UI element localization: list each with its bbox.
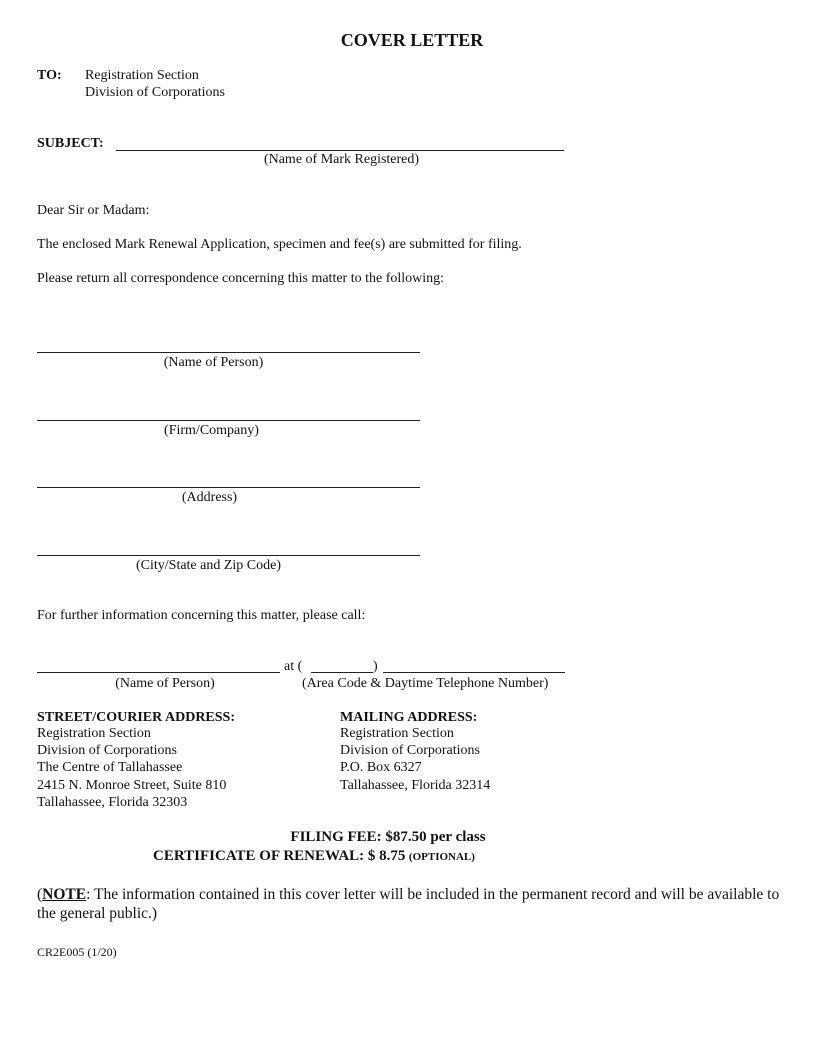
street-address-line: 2415 N. Monroe Street, Suite 810 <box>37 778 227 793</box>
address-line[interactable] <box>37 487 420 488</box>
street-address-line: Tallahassee, Florida 32303 <box>37 795 188 810</box>
mailing-address-line: Division of Corporations <box>340 743 480 758</box>
phone-number-caption: (Area Code & Daytime Telephone Number) <box>302 676 549 691</box>
phone-name-line[interactable] <box>37 672 280 673</box>
further-info-text: For further information concerning this matter, please call: <box>37 608 366 623</box>
name-of-person-caption: (Name of Person) <box>163 355 264 370</box>
mailing-address-line: Tallahassee, Florida 32314 <box>340 778 491 793</box>
certificate-of-renewal <box>153 848 475 865</box>
salutation: Dear Sir or Madam: <box>37 203 150 218</box>
address-caption: (Address) <box>181 490 238 505</box>
mailing-address-line: P.O. Box 6327 <box>340 760 422 775</box>
city-state-zip-line[interactable] <box>37 555 420 556</box>
street-address-line: Registration Section <box>37 726 151 741</box>
filing-fee: FILING FEE: $87.50 per class <box>290 829 486 845</box>
note-label: NOTE <box>42 886 87 903</box>
street-address-line: The Centre of Tallahassee <box>37 760 183 775</box>
note-open-paren: ( <box>37 886 43 903</box>
body-paragraph-1: The enclosed Mark Renewal Application, specimen and fee(s) are submitted for filing. <box>37 237 522 252</box>
to-label: TO: <box>37 68 62 83</box>
area-code-line[interactable] <box>311 672 373 673</box>
firm-company-line[interactable] <box>37 420 420 421</box>
note-paragraph <box>37 885 797 923</box>
street-address-heading: STREET/COURIER ADDRESS: <box>37 710 235 725</box>
telephone-number-line[interactable] <box>383 672 565 673</box>
subject-caption: (Name of Mark Registered) <box>263 152 420 167</box>
mailing-address-heading: MAILING ADDRESS: <box>340 710 478 725</box>
street-address-line: Division of Corporations <box>37 743 177 758</box>
city-state-zip-caption: (City/State and Zip Code) <box>135 558 282 573</box>
phone-name-caption: (Name of Person) <box>115 676 215 691</box>
to-line-2: Division of Corporations <box>85 85 225 100</box>
to-line-1: Registration Section <box>85 68 199 83</box>
form-code: CR2E005 (1/20) <box>37 945 117 959</box>
note-text: : The information contained in this cover letter will be included in the permanent record and will be available to the general public.) <box>37 886 780 922</box>
body-paragraph-2: Please return all correspondence concerning this matter to the following: <box>37 271 445 286</box>
firm-company-caption: (Firm/Company) <box>164 423 259 438</box>
mailing-address-line: Registration Section <box>340 726 454 741</box>
optional-label: (OPTIONAL) <box>408 851 475 863</box>
name-of-person-line[interactable] <box>37 352 420 353</box>
subject-blank-line[interactable] <box>116 150 564 151</box>
certificate-fee-text: CERTIFICATE OF RENEWAL: $ 8.75 <box>153 848 406 864</box>
page-title: COVER LETTER <box>340 30 484 50</box>
phone-paren-close: ) <box>373 659 378 674</box>
phone-at-text: at ( <box>284 659 303 674</box>
subject-label: SUBJECT: <box>37 136 104 151</box>
